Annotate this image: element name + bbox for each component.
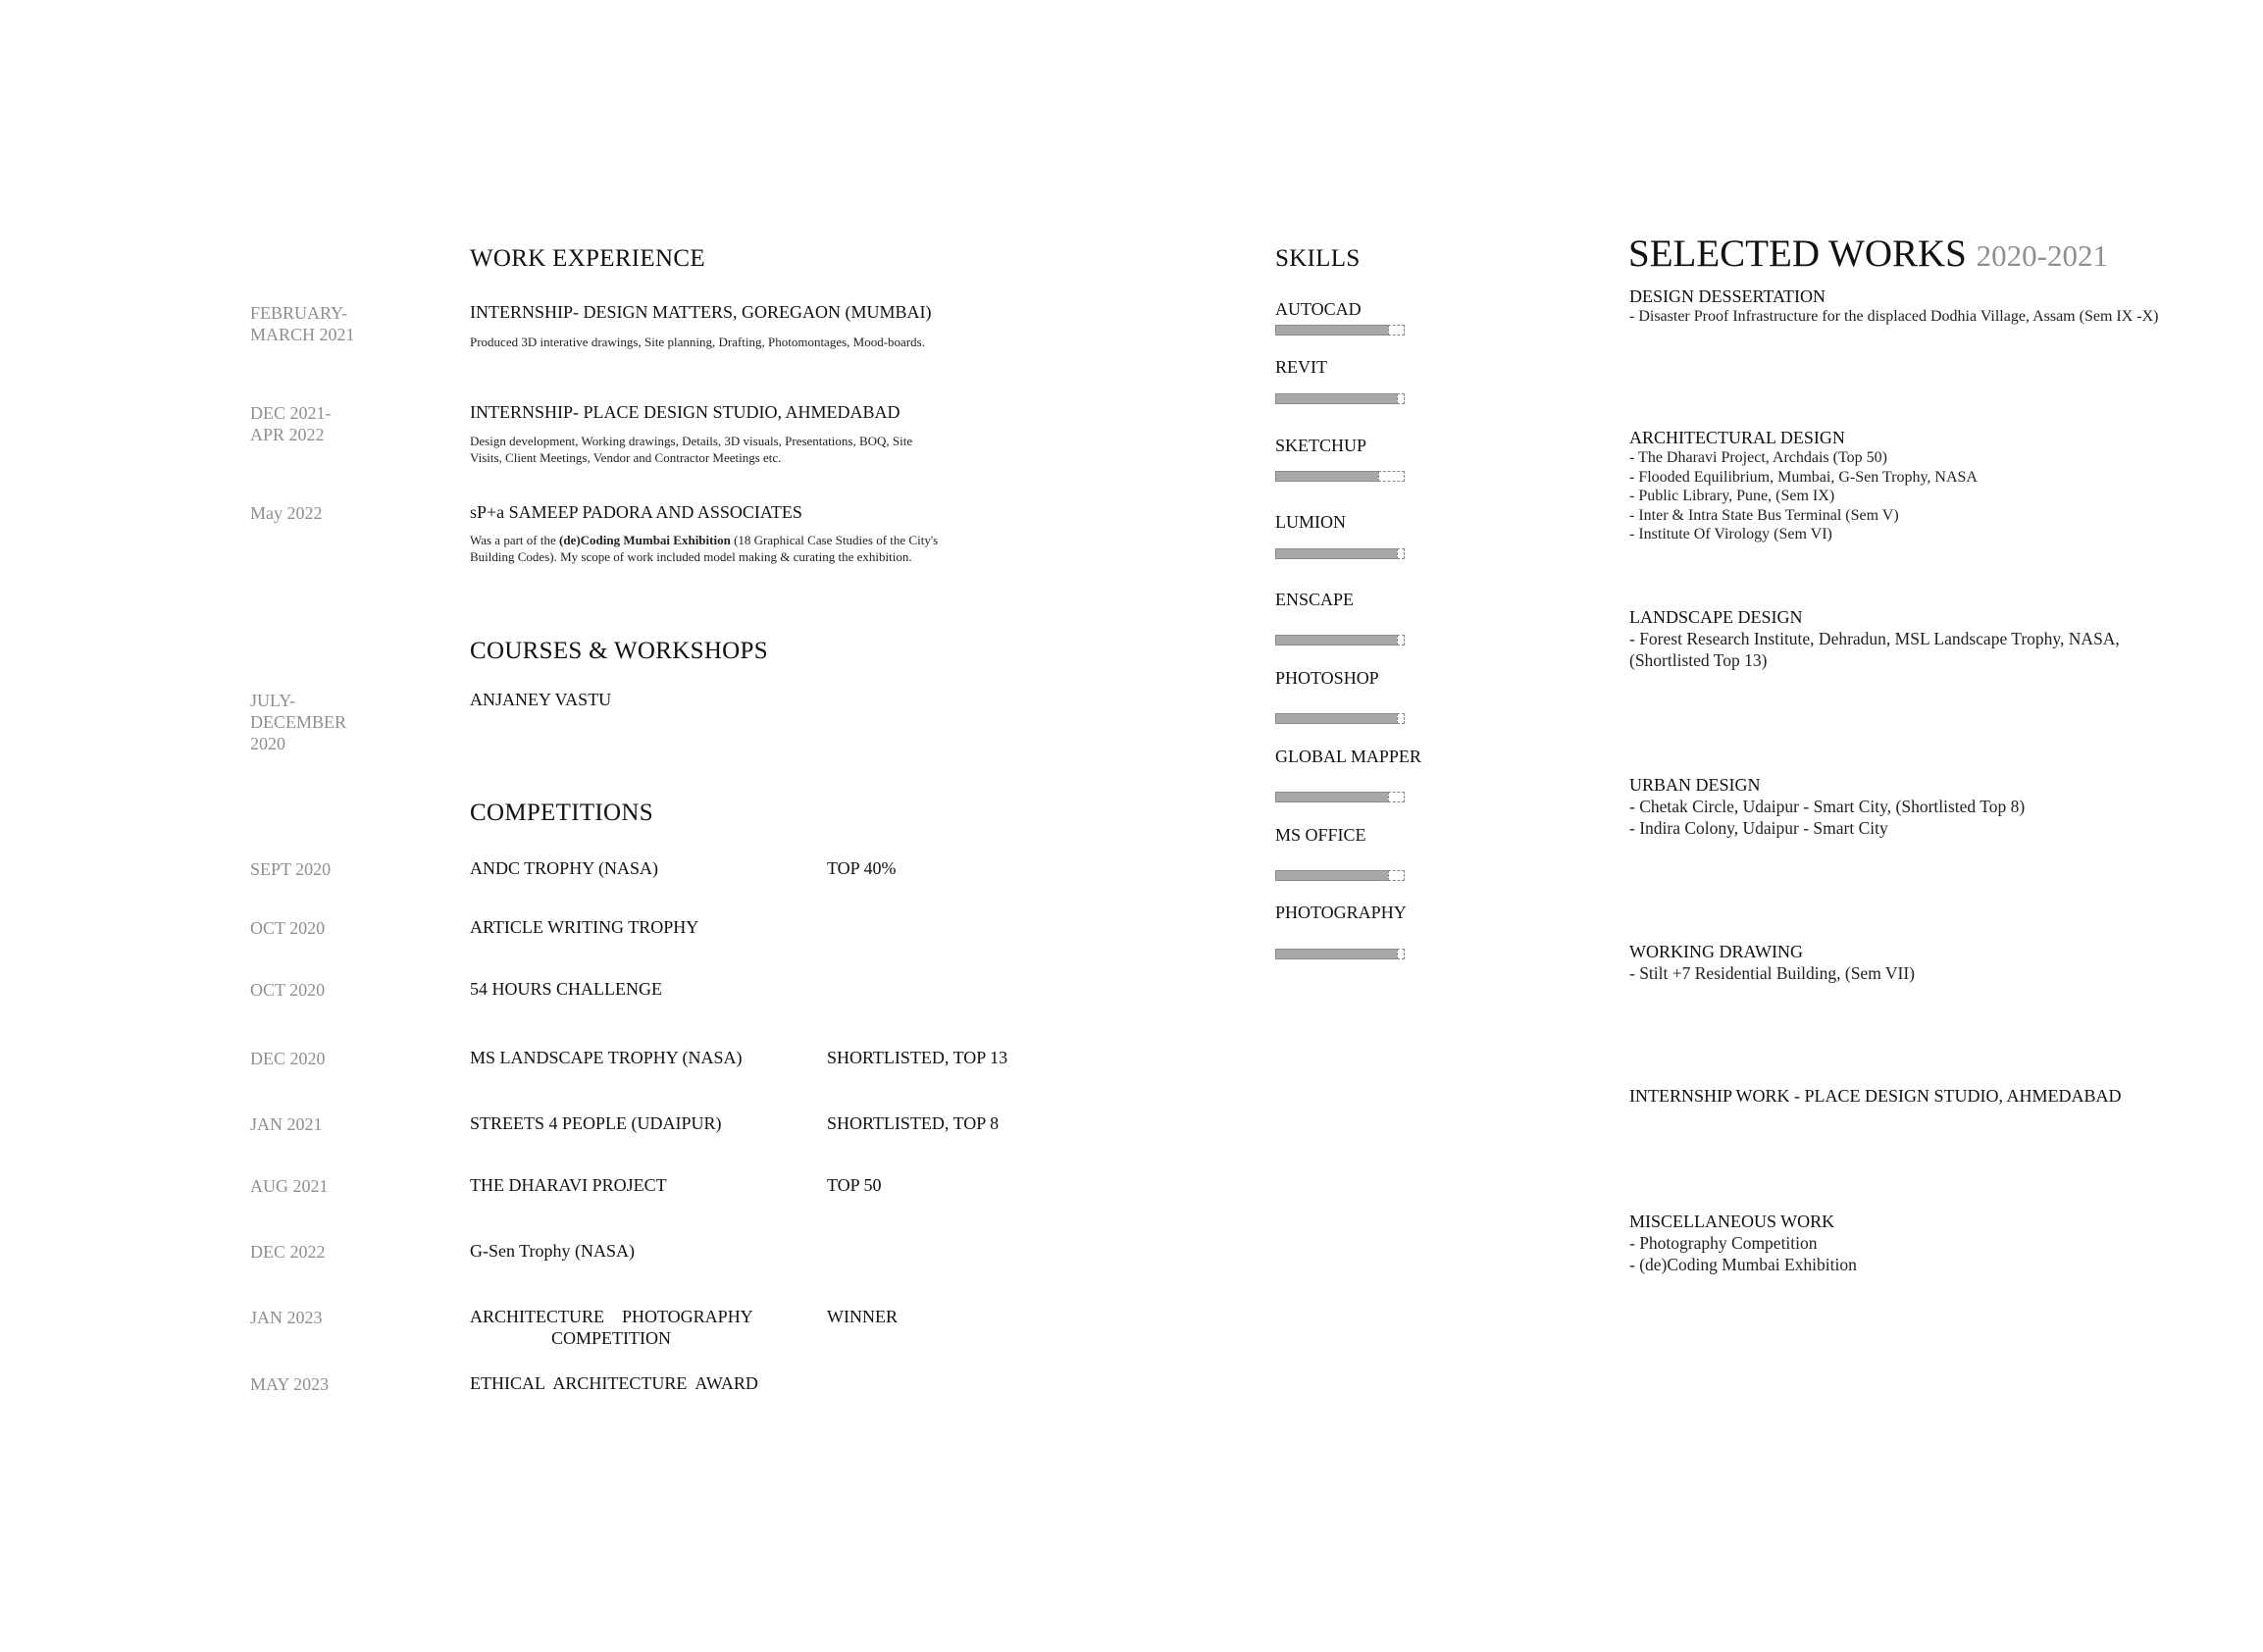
courses-heading: COURSES & WORKSHOPS bbox=[470, 638, 768, 664]
sw-head: WORKING DRAWING bbox=[1629, 942, 1804, 961]
skill-bar bbox=[1275, 325, 1405, 336]
skill-label: GLOBAL MAPPER bbox=[1275, 747, 1421, 766]
work-title-3: sP+a SAMEEP PADORA AND ASSOCIATES bbox=[470, 502, 802, 522]
sw-item: - Chetak Circle, Udaipur - Smart City, (Shortlisted Top 8) - Indira Colony, Udaipur - Smart City bbox=[1629, 797, 2026, 838]
competition-date: DEC 2022 bbox=[250, 1242, 326, 1262]
competition-name: ANDC TROPHY (NASA) bbox=[470, 858, 659, 878]
competition-date: OCT 2020 bbox=[250, 918, 326, 938]
skill-label: PHOTOSHOP bbox=[1275, 668, 1379, 688]
skill-bar bbox=[1275, 393, 1405, 404]
sw-head: INTERNSHIP WORK - PLACE DESIGN STUDIO, AHMEDABAD bbox=[1629, 1086, 2122, 1106]
sw-head: ARCHITECTURAL DESIGN bbox=[1629, 428, 1845, 447]
skill-bar bbox=[1275, 635, 1405, 645]
work-desc-3: Was a part of the (de)Coding Mumbai Exhibition (18 Graphical Case Studies of the City's Building Codes). My scope of work included model making & curating the exhibition. bbox=[470, 533, 939, 564]
competition-name: MS LANDSCAPE TROPHY (NASA) bbox=[470, 1048, 743, 1067]
skill-bar-fill bbox=[1275, 713, 1398, 724]
skill-bar-fill bbox=[1275, 325, 1389, 336]
competition-name: G-Sen Trophy (NASA) bbox=[470, 1241, 636, 1261]
competition-date: JAN 2021 bbox=[250, 1114, 323, 1134]
selected-works-years: 2020-2021 bbox=[1976, 238, 2108, 273]
skill-bar bbox=[1275, 792, 1405, 802]
selected-works-title: SELECTED WORKS 2020-2021 bbox=[1628, 232, 2108, 275]
work-desc-1: Produced 3D interative drawings, Site planning, Drafting, Photomontages, Mood-boards. bbox=[470, 335, 925, 349]
skill-label: AUTOCAD bbox=[1275, 299, 1362, 319]
competitions-heading: COMPETITIONS bbox=[470, 800, 653, 826]
sw-item: - The Dharavi Project, Archdais (Top 50) - Flooded Equilibrium, Mumbai, G-Sen Trophy, NASA - Public Library, Pune, (Sem IX) - Inter & Intra State Bus Terminal (Sem V) - Institute Of Virology (Sem VI) bbox=[1629, 449, 1978, 542]
sw-item: - Stilt +7 Residential Building, (Sem VII) bbox=[1629, 963, 1915, 983]
competition-name: STREETS 4 PEOPLE (UDAIPUR) bbox=[470, 1113, 722, 1133]
skill-bar bbox=[1275, 713, 1405, 724]
competition-name: 54 HOURS CHALLENGE bbox=[470, 979, 662, 999]
competition-result: SHORTLISTED, TOP 13 bbox=[827, 1048, 1008, 1067]
competition-name-line-2: COMPETITION bbox=[551, 1328, 671, 1348]
skill-bar-remainder bbox=[1397, 393, 1405, 404]
skill-label: ENSCAPE bbox=[1275, 590, 1355, 609]
competition-result: TOP 50 bbox=[827, 1175, 882, 1195]
competition-result: WINNER bbox=[827, 1307, 898, 1326]
skill-bar-fill bbox=[1275, 635, 1398, 645]
sw-head: URBAN DESIGN bbox=[1629, 775, 1761, 795]
work-title-2: INTERNSHIP- PLACE DESIGN STUDIO, AHMEDABAD bbox=[470, 402, 900, 422]
skill-bar-remainder bbox=[1397, 949, 1405, 959]
skill-label: SKETCHUP bbox=[1275, 436, 1367, 455]
skill-label: REVIT bbox=[1275, 357, 1327, 377]
skill-bar-remainder bbox=[1397, 635, 1405, 645]
sw-item: - Photography Competition - (de)Coding Mumbai Exhibition bbox=[1629, 1233, 1857, 1274]
skill-bar-remainder bbox=[1388, 792, 1405, 802]
skills-heading: SKILLS bbox=[1275, 245, 1361, 272]
competition-date: OCT 2020 bbox=[250, 980, 326, 1000]
sw-head: MISCELLANEOUS WORK bbox=[1629, 1212, 1835, 1231]
competition-date: JAN 2023 bbox=[250, 1308, 323, 1327]
skill-bar-remainder bbox=[1397, 548, 1405, 559]
skill-bar bbox=[1275, 471, 1405, 482]
skill-bar bbox=[1275, 548, 1405, 559]
competition-date: DEC 2020 bbox=[250, 1049, 326, 1068]
work-date-1: FEBRUARY- MARCH 2021 bbox=[250, 303, 355, 344]
skill-bar-fill bbox=[1275, 870, 1389, 881]
course-title: ANJANEY VASTU bbox=[470, 690, 612, 709]
competition-result: TOP 40% bbox=[827, 858, 897, 878]
competition-name: THE DHARAVI PROJECT bbox=[470, 1175, 667, 1195]
competition-result: SHORTLISTED, TOP 8 bbox=[827, 1113, 1000, 1133]
skill-label: LUMION bbox=[1275, 512, 1346, 532]
sw-head: DESIGN DESSERTATION bbox=[1629, 286, 1826, 306]
sw-head: LANDSCAPE DESIGN bbox=[1629, 607, 1803, 627]
competition-name: ETHICAL ARCHITECTURE AWARD bbox=[470, 1373, 758, 1393]
skill-bar-fill bbox=[1275, 471, 1379, 482]
competition-date: AUG 2021 bbox=[250, 1176, 329, 1196]
sw-item: - Forest Research Institute, Dehradun, MSL Landscape Trophy, NASA, (Shortlisted Top 13) bbox=[1629, 629, 2120, 670]
competition-name: ARTICLE WRITING TROPHY bbox=[470, 917, 699, 937]
skill-bar-remainder bbox=[1388, 870, 1405, 881]
skill-label: MS OFFICE bbox=[1275, 825, 1366, 845]
skill-label: PHOTOGRAPHY bbox=[1275, 903, 1407, 922]
work-experience-heading: WORK EXPERIENCE bbox=[470, 245, 705, 272]
competition-date: MAY 2023 bbox=[250, 1374, 330, 1394]
skill-bar-fill bbox=[1275, 393, 1398, 404]
competition-name: ARCHITECTURE PHOTOGRAPHY bbox=[470, 1307, 753, 1326]
work-date-3: May 2022 bbox=[250, 503, 323, 523]
skill-bar-remainder bbox=[1388, 325, 1405, 336]
sw-item: - Disaster Proof Infrastructure for the displaced Dodhia Village, Assam (Sem IX -X) bbox=[1629, 308, 2159, 325]
skill-bar bbox=[1275, 870, 1405, 881]
skill-bar-fill bbox=[1275, 548, 1398, 559]
work-date-2: DEC 2021- APR 2022 bbox=[250, 403, 332, 444]
skill-bar-remainder bbox=[1397, 713, 1405, 724]
work-title-1: INTERNSHIP- DESIGN MATTERS, GOREGAON (MUMBAI) bbox=[470, 302, 932, 322]
work-desc-2: Design development, Working drawings, Details, 3D visuals, Presentations, BOQ, Site Visits, Client Meetings, Vendor and Contractor Meetings etc. bbox=[470, 434, 913, 465]
skill-bar-fill bbox=[1275, 949, 1398, 959]
competition-date: SEPT 2020 bbox=[250, 859, 332, 879]
skill-bar-remainder bbox=[1378, 471, 1405, 482]
course-date: JULY- DECEMBER 2020 bbox=[250, 691, 347, 753]
skill-bar bbox=[1275, 949, 1405, 959]
skill-bar-fill bbox=[1275, 792, 1389, 802]
